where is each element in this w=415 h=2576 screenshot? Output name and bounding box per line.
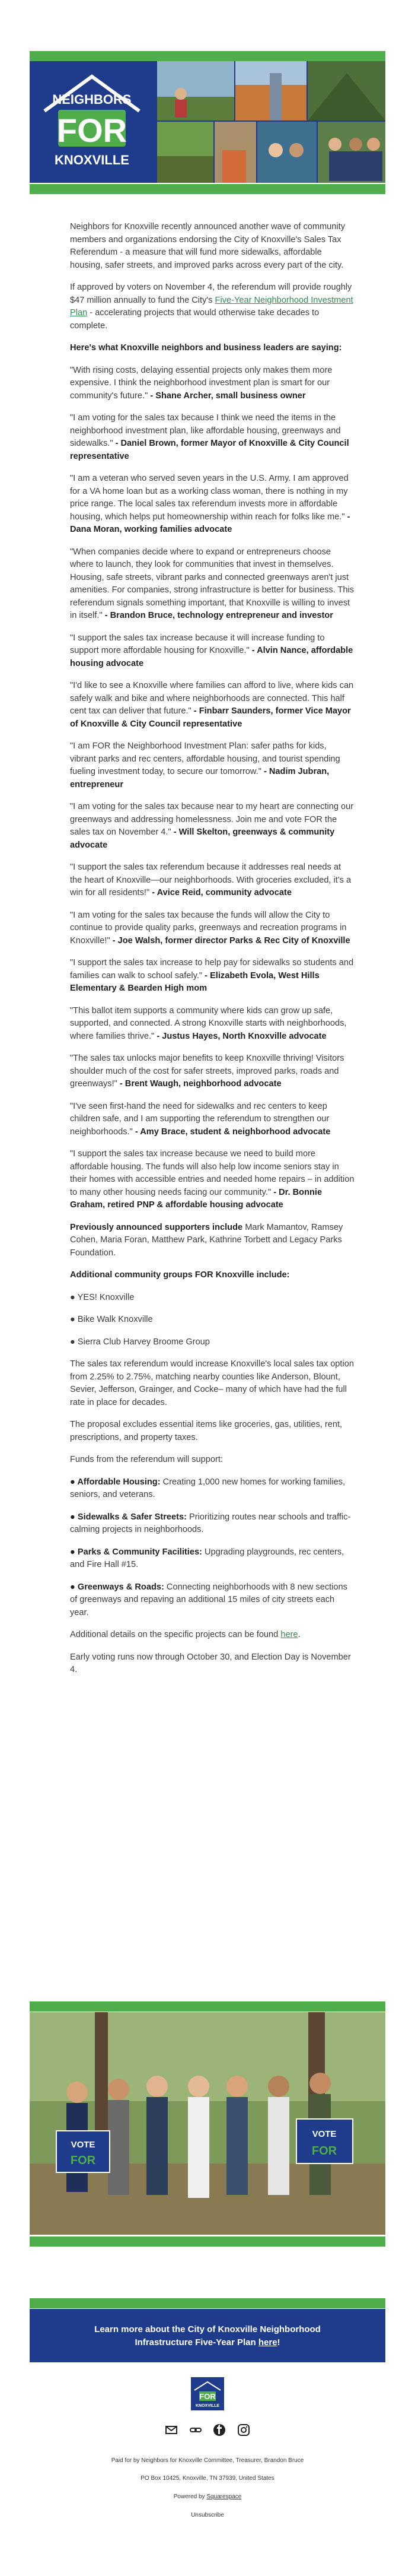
details-text-end: . <box>298 1630 301 1639</box>
support-text: Prioritizing routes near schools and traffic-calming projects in neighborhoods. <box>70 1512 351 1534</box>
details-link-paragraph <box>70 1629 355 1642</box>
logo-text-for: FOR <box>56 112 127 149</box>
cta-banner <box>30 2309 385 2362</box>
quote-author: - Shane Archer, small business owner <box>150 391 306 401</box>
quote-author: - Brent Waugh, neighborhood advocate <box>119 1079 282 1089</box>
powered-by <box>30 2493 385 2500</box>
quotes-heading <box>70 342 355 355</box>
group-photo-illustration <box>30 2012 385 2235</box>
quote-author: - Justus Hayes, North Knoxville advocate <box>157 1031 327 1041</box>
quote-author: - Will Skelton, greenways & community advocate <box>70 827 335 850</box>
sign-right-vote: VOTE <box>312 2129 337 2139</box>
quote-author: - Joe Walsh, former director Parks & Rec City of Knoxville <box>112 935 350 946</box>
quote-item <box>70 1052 355 1091</box>
quote-item <box>70 909 355 948</box>
quote-item <box>70 1148 355 1212</box>
social-icons <box>30 2423 385 2438</box>
quote-text: "I am voting for the sales tax because the funds will allow the City to continue to provide quality parks, greenways and recreation programs in Knoxville!" <box>70 910 347 946</box>
quote-text: "I am FOR the Neighborhood Investment Plan: safer paths for kids, vibrant parks and rec centers, affordable housing, and tourist spending fueling investment today, to secure our tomorrow." <box>70 741 340 776</box>
quote-text: "I support the sales tax increase because we need to build more affordable housing. The funds will also help low income seniors stay in their homes with accessible entries and needed home repairs – in addition to many other housing needs facing our community." <box>70 1149 355 1197</box>
quote-author: - Elizabeth Evola, West Hills Elementary & Bearden High mom <box>70 970 320 993</box>
quote-text: "I support the sales tax referendum because it addresses real needs at the heart of Knoxville—our neighborhoods. With groceries excluded, it's a win for all residents!" <box>70 862 352 897</box>
support-item <box>70 1476 355 1502</box>
logo-text-neighbors: NEIGHBORS <box>52 92 132 107</box>
quote-item <box>70 740 355 791</box>
quote-author: - Alvin Nance, affordable housing advocate <box>70 646 353 668</box>
groups-heading-text: Additional community groups FOR Knoxville include: <box>70 1270 290 1280</box>
quote-text: "With rising costs, delaying essential projects only makes them more expensive. I think the neighborhood investment plan is smart for our community's future." <box>70 365 333 401</box>
group-item: ● Bike Walk Knoxville <box>70 1315 153 1324</box>
support-text: Connecting neighborhoods with 8 new sections of greenways and repaving an additional 15 miles of city streets each year. <box>70 1582 347 1617</box>
quote-item <box>70 632 355 671</box>
quote-item <box>70 861 355 900</box>
intro-paragraph: Neighbors for Knoxville recently announced another wave of community members and organizations endorsing the City of Knoxville's Sales Tax Referendum - a measure that will fund more sidewalks, affordable housing, safer streets, and improved parks across every part of the city. <box>70 222 346 270</box>
five-year-plan-link[interactable]: Five-Year Neighborhood Investment Plan <box>70 295 353 318</box>
quote-item <box>70 472 355 537</box>
referendum-text-end: - accelerating projects that would otherwise take decades to complete. <box>70 308 320 331</box>
cta-green-bar <box>30 2298 385 2308</box>
logo-text-knoxville: KNOXVILLE <box>55 153 129 167</box>
referendum-text: If approved by voters on November 4, the referendum will provide roughly $47 million annually to fund the City's <box>70 283 352 305</box>
quotes-heading-text: Here's what Knoxville neighbors and business leaders are saying: <box>70 343 342 353</box>
quote-text: "I support the sales tax increase because it will increase funding to support more affordable housing for Knoxville." <box>70 633 325 655</box>
quote-item <box>70 412 355 463</box>
support-label: ● Parks & Community Facilities: <box>70 1547 202 1557</box>
unsubscribe-wrap <box>30 2512 385 2518</box>
footer-logo-knoxville: KNOXVILLE <box>195 2404 220 2408</box>
support-label: ● Greenways & Roads: <box>70 1582 164 1592</box>
quote-author: - Finbarr Saunders, former Vice Mayor of Knoxville & City Council representative <box>70 706 351 729</box>
quote-text: "I support the sales tax increase to help pay for sidewalks so students and families can walk to school safely." <box>70 958 354 981</box>
photo-green-bar-top <box>30 2001 385 2012</box>
previous-supporters <box>70 1222 355 1260</box>
referendum-paragraph <box>70 281 355 332</box>
support-label: ● Affordable Housing: <box>70 1477 161 1487</box>
mailing-address: PO Box 10425, Knoxville, TN 37939, United States <box>141 2475 274 2482</box>
sign-left-vote: VOTE <box>71 2140 95 2150</box>
quote-item <box>70 546 355 623</box>
powered-by-text: Powered by <box>173 2493 207 2500</box>
cta-text-end: ! <box>277 2337 280 2347</box>
support-text: Creating 1,000 new homes for working families, seniors, and veterans. <box>70 1477 346 1499</box>
group-item: ● Sierra Club Harvey Broome Group <box>70 1337 210 1347</box>
support-item <box>70 1546 355 1572</box>
sign-left-for: FOR <box>70 2154 96 2167</box>
support-item <box>70 1581 355 1620</box>
support-label: ● Sidewalks & Safer Streets: <box>70 1512 187 1522</box>
quote-text: "The sales tax unlocks major benefits to keep Knoxville thriving! Visitors shoulder much of the cost for safer streets, improved parks, roads and greenways!" <box>70 1054 344 1089</box>
neighbors-for-knoxville-logo <box>36 69 148 176</box>
cta-text <box>77 2323 338 2349</box>
details-text: Additional details on the specific projects can be found <box>70 1630 281 1639</box>
quote-text: "I am a veteran who served seven years in the U.S. Army. I am approved for a VA home loan but as a working class woman, there is nothing in my price range. The local sales tax referendum invests more in affordable housing, which helps put homeownership within reach for folks like me." <box>70 474 349 522</box>
email-icon[interactable] <box>165 2423 178 2437</box>
early-voting-paragraph: Early voting runs now through October 30, and Election Day is November 4. <box>70 1652 351 1674</box>
paid-for-text: Paid for by Neighbors for Knoxville Committee, Treasurer, Brandon Bruce <box>111 2457 304 2464</box>
sign-right-for: FOR <box>311 2144 337 2158</box>
header-photo-collage <box>157 61 385 183</box>
quote-text: "I am voting for the sales tax because near to my heart are connecting our greenways and addressing homelessness. Join me and vote FOR the sales tax on November 4." <box>70 802 354 837</box>
footer-logo-icon <box>191 2377 224 2410</box>
exclusions-paragraph: The proposal excludes essential items like groceries, gas, utilities, rent, prescriptions, and property taxes. <box>70 1420 343 1442</box>
quote-item <box>70 1100 355 1139</box>
cta-here-link[interactable]: here <box>258 2337 277 2347</box>
groups-heading <box>70 1269 355 1282</box>
quote-author: - Avice Reid, community advocate <box>152 888 292 897</box>
quote-author: - Dana Moran, working families advocate <box>70 512 350 534</box>
email-body <box>70 221 355 1686</box>
quote-text: "When companies decide where to expand or entrepreneurs choose where to launch, they look for communities that invest in themselves. Housing, safe streets, vibrant parks and connected greenways aren't just amenities. For companies, strong infrastructure is better for business. This referendum signals something important, that Knoxville is willing to invest in itself." <box>70 547 355 620</box>
project-details-link[interactable]: here <box>280 1630 298 1639</box>
header-banner <box>30 61 385 183</box>
link-icon[interactable] <box>189 2423 202 2437</box>
quote-author: - Amy Brace, student & neighborhood advocate <box>135 1127 331 1137</box>
quote-item <box>70 957 355 995</box>
quote-list <box>70 364 355 1212</box>
quote-item <box>70 364 355 403</box>
quote-author: - Nadim Jubran, entrepreneur <box>70 767 330 789</box>
footer-logo-for: FOR <box>199 2392 216 2401</box>
footer-logo <box>30 2377 385 2412</box>
quote-author: - Dr. Bonnie Graham, retired PNP & affordable housing advocate <box>70 1187 323 1210</box>
group-item: ● YES! Knoxville <box>70 1292 135 1302</box>
squarespace-link[interactable]: Squarespace <box>206 2493 242 2500</box>
quote-item <box>70 680 355 731</box>
previous-supporters-names: Mark Mamantov, Ramsey Cohen, Maria Foran, Matthew Park, Kathrine Torbett and Legacy Parks Foundation. <box>70 1222 343 1258</box>
quote-text: "I've seen first-hand the need for sidewalks and rec centers to keep children safe, and I am supporting the referendum to strengthen our neighborhoods." <box>70 1101 330 1137</box>
quote-text: "I'd like to see a Knoxville where families can afford to live, where kids can safely walk and bike and where neighborhoods are connected. This half cent tax can deliver that future." <box>70 681 354 716</box>
photo-green-bar-bottom <box>30 2236 385 2247</box>
facebook-icon[interactable] <box>213 2423 226 2437</box>
top-green-bar <box>30 51 385 61</box>
support-item <box>70 1511 355 1537</box>
quote-text: "This ballot item supports a community where kids can grow up safe, supported, and connected. A strong Knoxville starts with neighborhoods, where families thrive." <box>70 1005 347 1041</box>
cta-text-main: Learn more about the City of Knoxville Neighborhood Infrastructure Five-Year Plan <box>94 2324 321 2347</box>
supporters-group-photo <box>30 2012 385 2235</box>
quote-item <box>70 1005 355 1043</box>
funds-intro: Funds from the referendum will support: <box>70 1455 223 1464</box>
tax-rate-paragraph: The sales tax referendum would increase Knoxville's local sales tax option from 2.25% to 2.75%, matching nearby counties like Anderson, Blount, Sevier, Jefferson, Grainger, and Cocke– many of which have had the full rate in place for decades. <box>70 1359 354 1407</box>
quote-author: - Daniel Brown, former Mayor of Knoxville & City Council representative <box>70 439 349 461</box>
instagram-icon[interactable] <box>237 2423 250 2437</box>
quote-text: "I am voting for the sales tax because I think we need the items in the neighborhood investment plan, like affordable housing, greenways and sidewalks." <box>70 413 341 448</box>
quote-author: - Brandon Bruce, technology entrepreneur and investor <box>104 611 333 620</box>
support-text: Upgrading playgrounds, rec centers, and Fire Hall #15. <box>70 1547 344 1569</box>
quote-item <box>70 801 355 852</box>
unsubscribe-link[interactable]: Unsubscribe <box>191 2512 224 2518</box>
header-green-bar <box>30 184 385 194</box>
previous-supporters-label: Previously announced supporters include <box>70 1222 243 1232</box>
